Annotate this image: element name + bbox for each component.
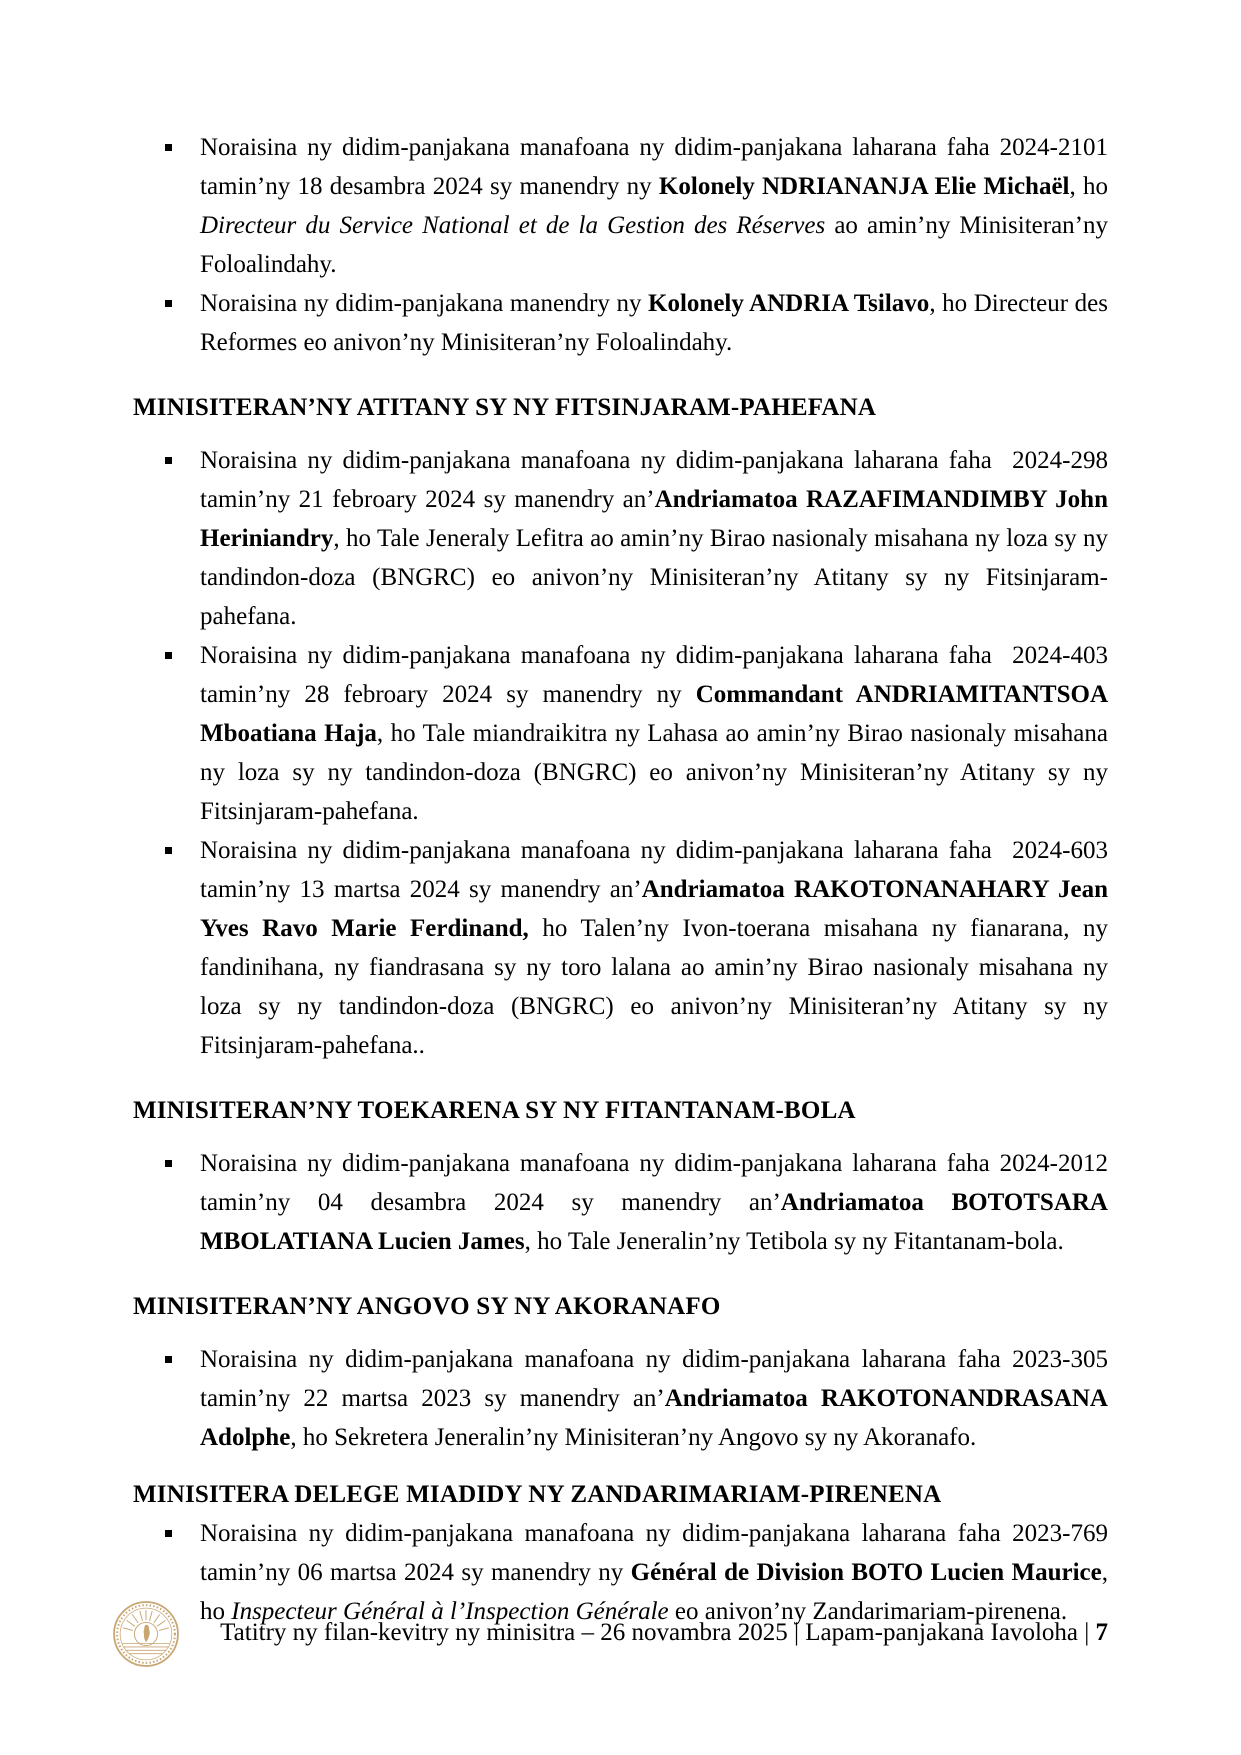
bullet-square-icon: [133, 284, 200, 362]
bullet-item: [133, 284, 1108, 362]
bullet-item: [133, 1144, 1108, 1261]
text-run: , ho: [1069, 173, 1109, 200]
bullet-text: [200, 1340, 1108, 1457]
text-run: Noraisina ny didim-panjakana manafoana ny didim-panjakana laharana faha 2024-298 tamin’ny 21 febroary 2024 sy manendry an’: [200, 447, 1108, 513]
bullet-square-icon: [133, 831, 200, 1065]
text-run: Noraisina ny didim-panjakana manafoana ny didim-panjakana laharana faha 2023-769 tamin’ny 06 martsa 2024 sy manendry ny: [200, 1520, 1108, 1586]
text-run: , ho Tale Jeneralin’ny Tetibola sy ny Fitantanam-bola.: [524, 1228, 1064, 1255]
text-run: Noraisina ny didim-panjakana manendry ny: [200, 290, 649, 317]
bullet-text: [200, 284, 1108, 362]
bullet-square-icon: [133, 1340, 200, 1457]
text-run: Tatitry ny filan-kevitry ny minisitra – 26 novambra 2025 | Lapam-panjakana Iavoloha |: [220, 1619, 1096, 1646]
bold-text-run: Commandant ANDRIAMITANTSOA Mboatiana Haja: [200, 681, 1108, 747]
bullet-square-icon: [133, 636, 200, 831]
text-run: Noraisina ny didim-panjakana manafoana ny didim-panjakana laharana faha 2024-403 tamin’ny 28 febroary 2024 sy manendry ny: [200, 642, 1108, 708]
text-run: Noraisina ny didim-panjakana manafoana ny didim-panjakana laharana faha 2024-2012 tamin’ny 04 desambra 2024 sy manendry an’: [200, 1150, 1108, 1216]
bullet-square-icon: [133, 1144, 200, 1261]
text-run: ho Talen’ny Ivon-toerana misahana ny fianarana, ny fandinihana, ny fiandrasana sy ny toro lalana ao amin’ny Birao nasionaly misahana ny loza sy ny tandindon-doza (BNGRC) eo anivon’ny Minisiteran’ny Atitany sy ny Fitsinjaram-pahefana..: [200, 915, 1109, 1059]
text-run: Noraisina ny didim-panjakana manafoana ny didim-panjakana laharana faha 2024-2101 tamin’ny 18 desambra 2024 sy manendry ny: [200, 134, 1108, 200]
bullet-text: [200, 831, 1108, 1065]
document-body: [133, 128, 1108, 1631]
bullet-square-icon: [133, 441, 200, 636]
text-run: Noraisina ny didim-panjakana manafoana ny didim-panjakana laharana faha 2024-603 tamin’ny 13 martsa 2024 sy manendry an’: [200, 837, 1108, 903]
bullet-text: [200, 1144, 1108, 1261]
bold-text-run: Général de Division BOTO Lucien Maurice: [630, 1559, 1102, 1586]
page-footer: [133, 1613, 1108, 1652]
text-run: , ho: [200, 1559, 1108, 1625]
bold-text-run: Kolonely NDRIANANJA Elie Michaël: [658, 173, 1070, 200]
bold-text-run: Kolonely ANDRIA Tsilavo: [648, 290, 930, 317]
bold-text-run: 7: [1095, 1619, 1108, 1646]
bullet-item: [133, 441, 1108, 636]
section-heading: MINISITERAN’NY ATITANY SY NY FITSINJARAM-PAHEFANA: [133, 394, 877, 421]
bold-text-run: Andriamatoa RAKOTONANAHARY Jean Yves Ravo Marie Ferdinand,: [200, 876, 1108, 942]
bullet-text: [200, 441, 1108, 636]
bullet-item: [133, 128, 1108, 284]
text-run: eo anivon’ny Zandarimariam-pirenena.: [668, 1598, 1068, 1625]
text-run: Noraisina ny didim-panjakana manafoana ny didim-panjakana laharana faha 2023-305 tamin’ny 22 martsa 2023 sy manendry an’: [200, 1346, 1108, 1412]
bold-text-run: Andriamatoa RAZAFIMANDIMBY John Heriniandry: [200, 486, 1108, 552]
bullet-item: [133, 636, 1108, 831]
text-run: , ho Tale miandraikitra ny Lahasa ao amin’ny Birao nasionaly misahana ny loza sy ny tandindon-doza (BNGRC) eo anivon’ny Minisiteran’ny Atitany sy ny Fitsinjaram-pahefana.: [200, 720, 1109, 825]
text-run: , ho Tale Jeneraly Lefitra ao amin’ny Birao nasionaly misahana ny loza sy ny tandindon-doza (BNGRC) eo anivon’ny Minisiteran’ny Atitany sy ny Fitsinjaram-pahefana.: [200, 525, 1108, 630]
bullet-item: [133, 1340, 1108, 1457]
italic-text-run: Directeur du Service National et de la Gestion des Réserves: [200, 212, 826, 239]
bold-text-run: Andriamatoa RAKOTONANDRASANA Adolphe: [200, 1385, 1108, 1451]
section-heading: MINISITERA DELEGE MIADIDY NY ZANDARIMARIAM-PIRENENA: [133, 1481, 942, 1508]
text-run: , ho Sekretera Jeneralin’ny Minisiteran’ny Angovo sy ny Akoranafo.: [290, 1424, 977, 1451]
bullet-text: [200, 636, 1108, 831]
section-heading: MINISITERAN’NY TOEKARENA SY NY FITANTANAM-BOLA: [133, 1097, 856, 1124]
section-heading: MINISITERAN’NY ANGOVO SY NY AKORANAFO: [133, 1293, 721, 1320]
bullet-text: [200, 128, 1108, 284]
text-run: , ho Directeur des Reformes eo anivon’ny Minisiteran’ny Foloalindahy.: [200, 290, 1108, 356]
text-run: ao amin’ny Minisiteran’ny Foloalindahy.: [200, 212, 1108, 278]
bullet-square-icon: [133, 128, 200, 284]
bold-text-run: Andriamatoa BOTOTSARA MBOLATIANA Lucien James: [200, 1189, 1108, 1255]
italic-text-run: Inspecteur Général à l’Inspection Générale: [231, 1598, 669, 1625]
bullet-item: [133, 831, 1108, 1065]
